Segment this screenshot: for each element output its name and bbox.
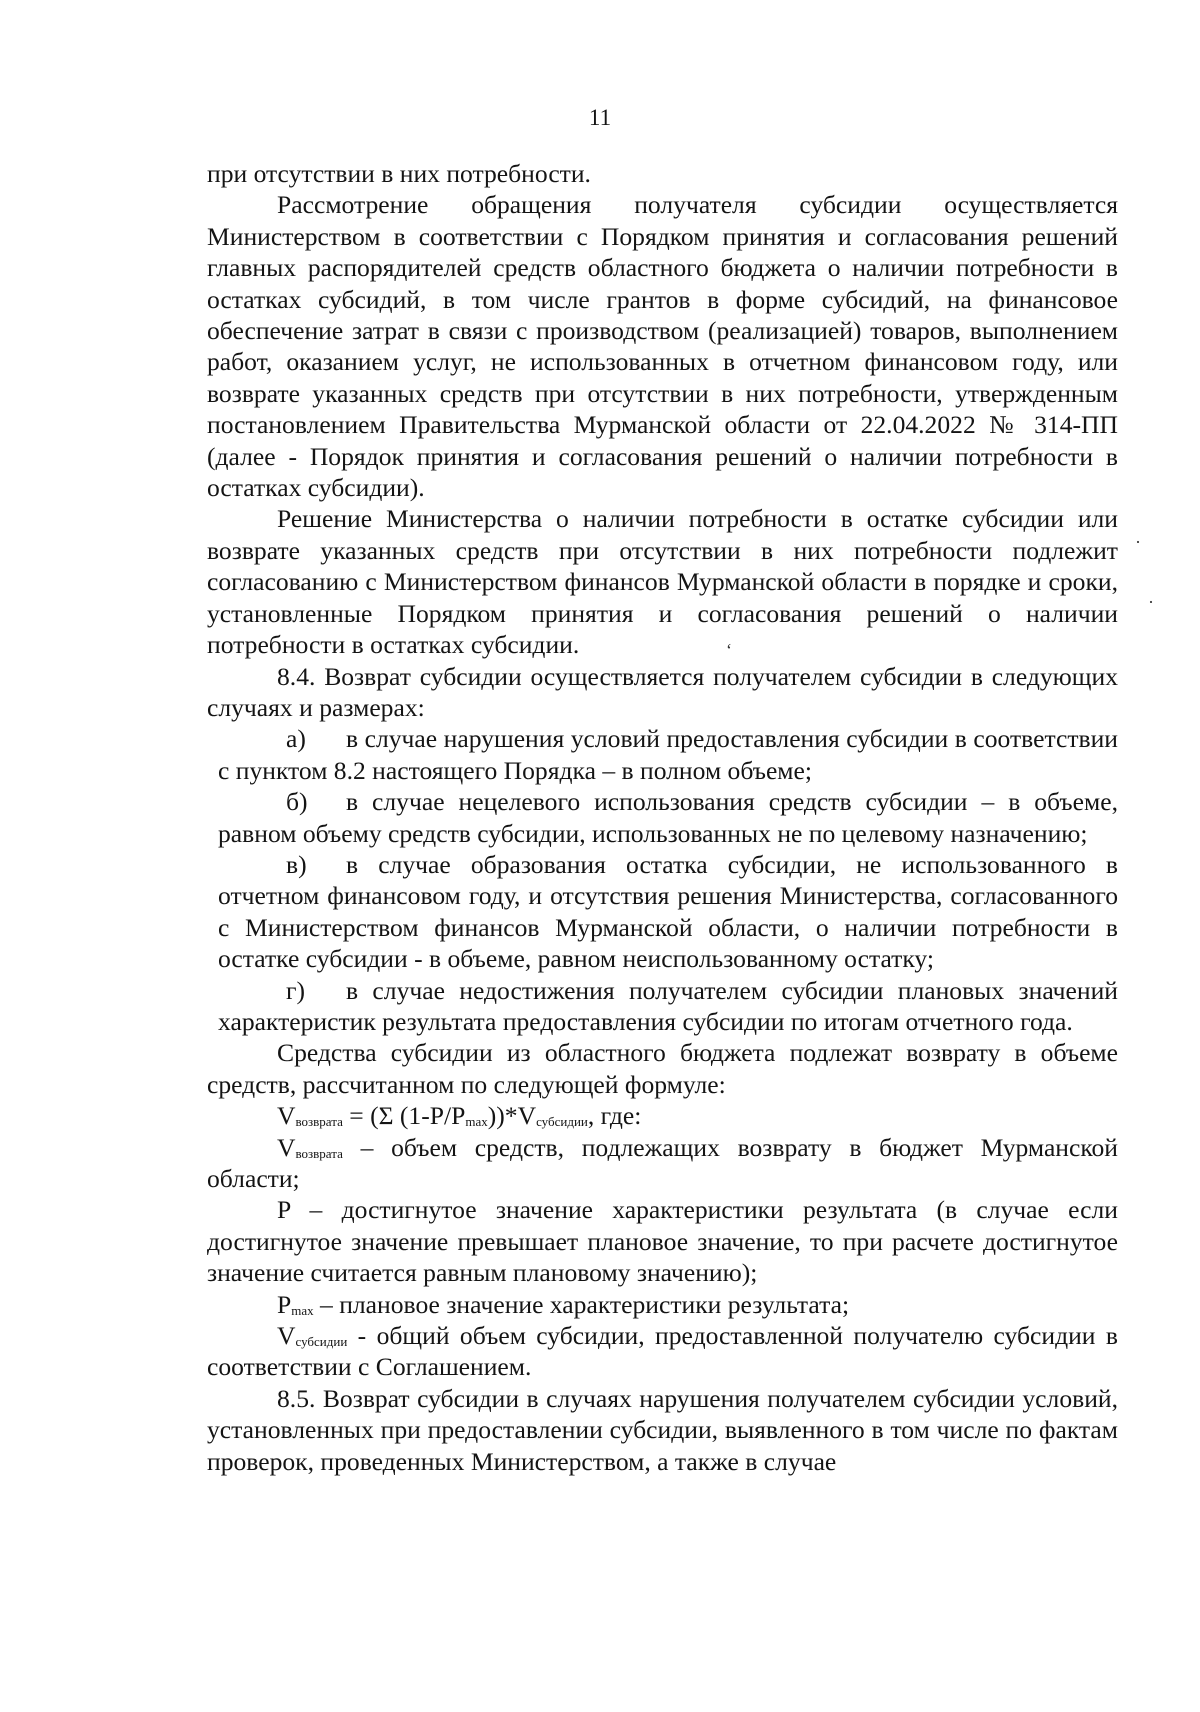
list-item-label: г) bbox=[286, 975, 306, 1005]
paragraph-continuation: при отсутствии в них потребности. bbox=[207, 159, 591, 188]
list-item-text: в случае недостижения получателем субсидии плановых значений характеристик результата предоставления субсидии по итогам отчетного года. bbox=[218, 975, 1118, 1036]
definition-v-subsidy: $V_{субсидии}$ - общий объем субсидии, предоставленной получателю субсидии в соответствии с Соглашением. bbox=[207, 1321, 1118, 1382]
list-item-g bbox=[218, 975, 1118, 1038]
list-item-b bbox=[218, 786, 1118, 849]
scan-speck: ʻ bbox=[726, 640, 732, 660]
definition-p-max: $P_{max}$ – плановое значение характеристики результата; bbox=[277, 1289, 850, 1319]
list-item-label: а) bbox=[286, 724, 306, 754]
paragraph-review-request: Рассмотрение обращения получателя субсидии осуществляется Министерством в соответствии с Порядком принятия и согласования решений главных распорядителей средств областного бюджета о наличии потребности в остатках субсидий, в том числе грантов в форме субсидий, на финансовое обеспечение затрат в связи с производством (реализацией) товаров, выполнением работ, оказанием услуг, не использованных в отчетном финансовом году, или возврате указанных средств при отсутствии в них потребности, утвержденным постановлением Правительства Мурманской области от 22.04.2022 № 314-ПП (далее - Порядок принятия и согласования решений о наличии потребности в остатках субсидии). bbox=[207, 190, 1118, 503]
document-body bbox=[207, 158, 1118, 1477]
paragraph-formula-intro: Средства субсидии из областного бюджета подлежат возврату в объеме средств, рассчитанном по следующей формуле: bbox=[207, 1038, 1118, 1099]
list-item-v bbox=[218, 849, 1118, 975]
list-item-a bbox=[218, 723, 1118, 786]
scan-speck: · bbox=[1148, 592, 1154, 612]
definition-v-return: $V_{возврата}$ – объем средств, подлежащих возврату в бюджет Мурманской области; bbox=[207, 1132, 1118, 1193]
definition-p: P – достигнутое значение характеристики результата (в случае если достигнутое значение превышает плановое значение, то при расчете достигнутое значение считается равным плановому значению); bbox=[207, 1195, 1118, 1288]
list-item-text: в случае нецелевого использования средств субсидии – в объеме, равном объему средств субсидии, использованных не по целевому назначению; bbox=[218, 787, 1118, 848]
page-number: 11 bbox=[588, 105, 612, 130]
list-item-label: б) bbox=[286, 787, 308, 817]
scan-speck: · bbox=[1135, 532, 1141, 552]
paragraph-8-5: 8.5. Возврат субсидии в случаях нарушения получателем субсидии условий, установленных при предоставлении субсидии, выявленного в том числе по фактам проверок, проведенных Министерством, а также в случае bbox=[207, 1383, 1118, 1476]
list-item-text: в случае нарушения условий предоставления субсидии в соответствии с пунктом 8.2 настоящего Порядка – в полном объеме; bbox=[218, 724, 1118, 785]
list-item-label: в) bbox=[286, 849, 307, 879]
formula-line: $V_{возврата} = (\Sigma$ $(1-P/P_{max}))*V_{субсидии}$, где: bbox=[277, 1101, 642, 1131]
list-item-text: в случае образования остатка субсидии, не использованного в отчетном финансовом году, и отсутствия решения Министерства, согласованного с Министерством финансов Мурманской области, о наличии потребности в остатке субсидии - в объеме, равном неиспользованному остатку; bbox=[218, 849, 1118, 974]
paragraph-ministry-decision: Решение Министерства о наличии потребности в остатке субсидии или возврате указанных средств при отсутствии в них потребности подлежит согласованию с Министерством финансов Мурманской области в порядке и сроки, установленные Порядком принятия и согласования решений о наличии потребности в остатках субсидии. bbox=[207, 504, 1118, 660]
paragraph-8-4: 8.4. Возврат субсидии осуществляется получателем субсидии в следующих случаях и размерах: bbox=[207, 661, 1118, 722]
